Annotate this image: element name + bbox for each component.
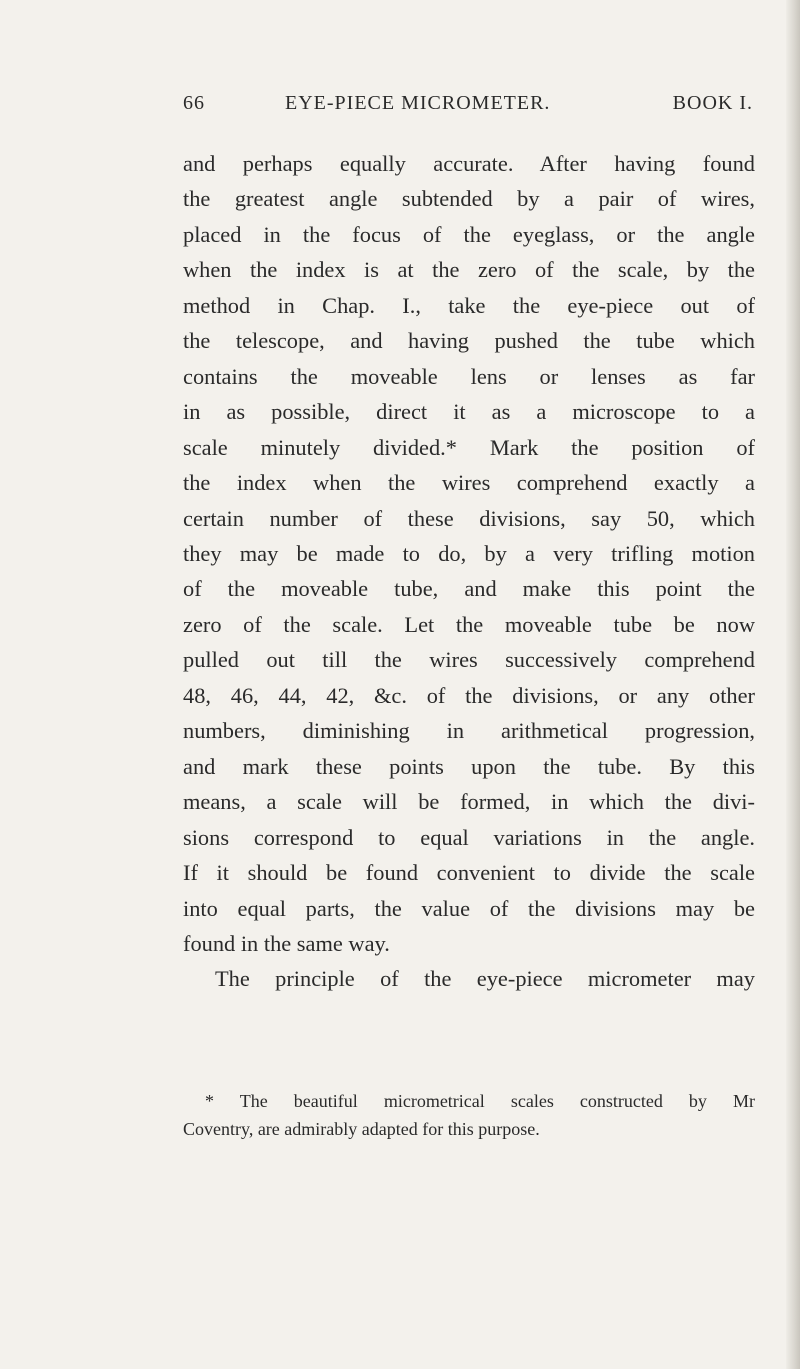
header-title: EYE-PIECE MICROMETER. [285, 92, 551, 114]
text-line: contains the moveable lens or lenses as far [183, 363, 755, 389]
text-line: method in Chap. I., take the eye-piece out of [183, 292, 755, 318]
body-text [183, 146, 755, 997]
text-line: when the index is at the zero of the scale, by the [183, 257, 755, 283]
text-line: sions correspond to equal variations in the angle. [183, 824, 755, 850]
text-line: scale minutely divided.* Mark the position of [183, 434, 755, 460]
text-line: and mark these points upon the tube. By this [183, 753, 755, 779]
text-line: they may be made to do, by a very trifling motion [183, 540, 755, 566]
text-line: in as possible, direct it as a microscope to a [183, 399, 755, 425]
text-line: 48, 46, 44, 42, &c. of the divisions, or any other [183, 682, 755, 708]
page-number: 66 [183, 92, 205, 114]
text-line: numbers, diminishing in arithmetical progression, [183, 718, 755, 744]
book-label: BOOK I. [672, 92, 753, 114]
text-line: and perhaps equally accurate. After having found [183, 151, 755, 176]
text-line: of the moveable tube, and make this point the [183, 576, 755, 602]
text-line: the greatest angle subtended by a pair of wires, [183, 186, 755, 212]
text-line: the telescope, and having pushed the tube which [183, 328, 755, 354]
text-line: certain number of these divisions, say 50, which [183, 505, 755, 531]
text-line: The principle of the eye-piece micrometer may [215, 966, 755, 992]
running-head [183, 92, 753, 122]
footnote-line: Coventry, are admirably adapted for this purpose. [183, 1118, 540, 1139]
text-line: the index when the wires comprehend exactly a [183, 470, 755, 496]
text-line: If it should be found convenient to divide the scale [183, 860, 755, 886]
footnote [183, 1088, 755, 1143]
text-line: found in the same way. [183, 930, 390, 956]
text-line: placed in the focus of the eyeglass, or the angle [183, 221, 755, 247]
text-line: pulled out till the wires successively comprehend [183, 647, 755, 673]
page-edge-shadow [786, 0, 800, 1369]
text-line: zero of the scale. Let the moveable tube be now [183, 611, 755, 637]
text-line: into equal parts, the value of the divisions may be [183, 895, 755, 921]
footnote-line: * The beautiful micrometrical scales constructed by Mr [205, 1091, 755, 1111]
text-line: means, a scale will be formed, in which the divi- [183, 789, 755, 815]
